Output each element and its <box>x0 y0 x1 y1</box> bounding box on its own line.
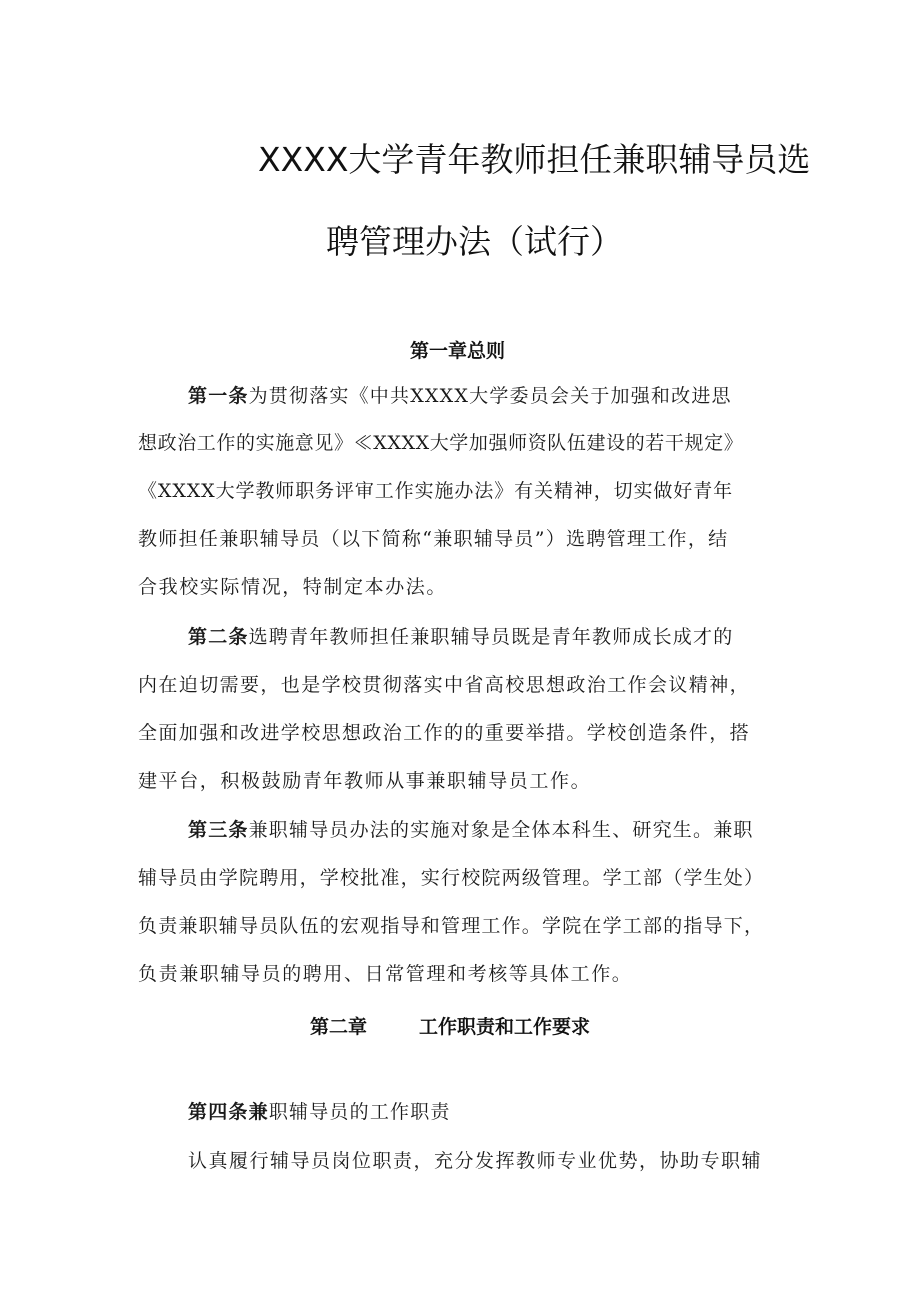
article-2-line-3: 全面加强和改进学校思想政治工作的的重要举措。学校创造条件，搭 <box>138 722 751 744</box>
article-2-line-4: 建平台，积极鼓励青年教师从事兼职辅导员工作。 <box>138 770 592 792</box>
article-1-line-5: 合我校实际情况，特制定本办法。 <box>138 576 448 598</box>
article-1-label: 第一条 <box>188 385 249 407</box>
article-4-line-2: 认真履行辅导员岗位职责，充分发挥教师专业优势，协助专职辅 <box>188 1150 763 1172</box>
article-3-line-3: 负责兼职辅导员队伍的宏观指导和管理工作。学院在学工部的指导下， <box>138 915 765 937</box>
article-3-line-1 <box>188 818 754 842</box>
article-2-label: 第二条 <box>188 626 249 648</box>
article-3-line-2: 辅导员由学院聘用，学校批准，实行校院两级管理。学工部（学生处） <box>138 867 765 889</box>
article-1-text-1: 为贯彻落实《中共XXXX大学委员会关于加强和改进思 <box>248 385 732 407</box>
article-4-heading: 职辅导员的工作职责 <box>268 1101 451 1123</box>
document-title-line-2: 聘管理办法（试行） <box>326 222 623 261</box>
article-3-label: 第三条 <box>188 819 249 841</box>
article-2-text-1: 选聘青年教师担任兼职辅导员既是青年教师成长成才的 <box>248 626 734 648</box>
chapter-2-number: 第二章 <box>310 1016 368 1038</box>
document-title-line-1: XXXX大学青年教师担任兼职辅导员选 <box>258 140 811 179</box>
article-2-line-1 <box>188 625 733 649</box>
article-1-line-2: 想政治工作的实施意见》≪XXXX大学加强师资队伍建设的若干规定》 <box>138 432 744 454</box>
article-2-line-2: 内在迫切需要，也是学校贯彻落实中省高校思想政治工作会议精神， <box>138 674 751 696</box>
chapter-2-heading <box>310 1012 590 1039</box>
article-4-label: 第四条兼 <box>188 1101 269 1123</box>
article-3-line-4: 负责兼职辅导员的聘用、日常管理和考核等具体工作。 <box>138 963 633 985</box>
article-3-text-1: 兼职辅导员办法的实施对象是全体本科生、研究生。兼职 <box>248 819 754 841</box>
chapter-1-heading: 第一章总则 <box>410 340 506 362</box>
article-1-line-4: 教师担任兼职辅导员（以下简称“兼职辅导员”）选聘管理工作，结 <box>138 528 729 550</box>
article-1-line-1 <box>188 384 732 408</box>
chapter-2-title: 工作职责和工作要求 <box>419 1016 591 1038</box>
article-1-line-3: 《XXXX大学教师职务评审工作实施办法》有关精神，切实做好青年 <box>138 480 734 502</box>
article-4-line-1 <box>188 1100 451 1124</box>
